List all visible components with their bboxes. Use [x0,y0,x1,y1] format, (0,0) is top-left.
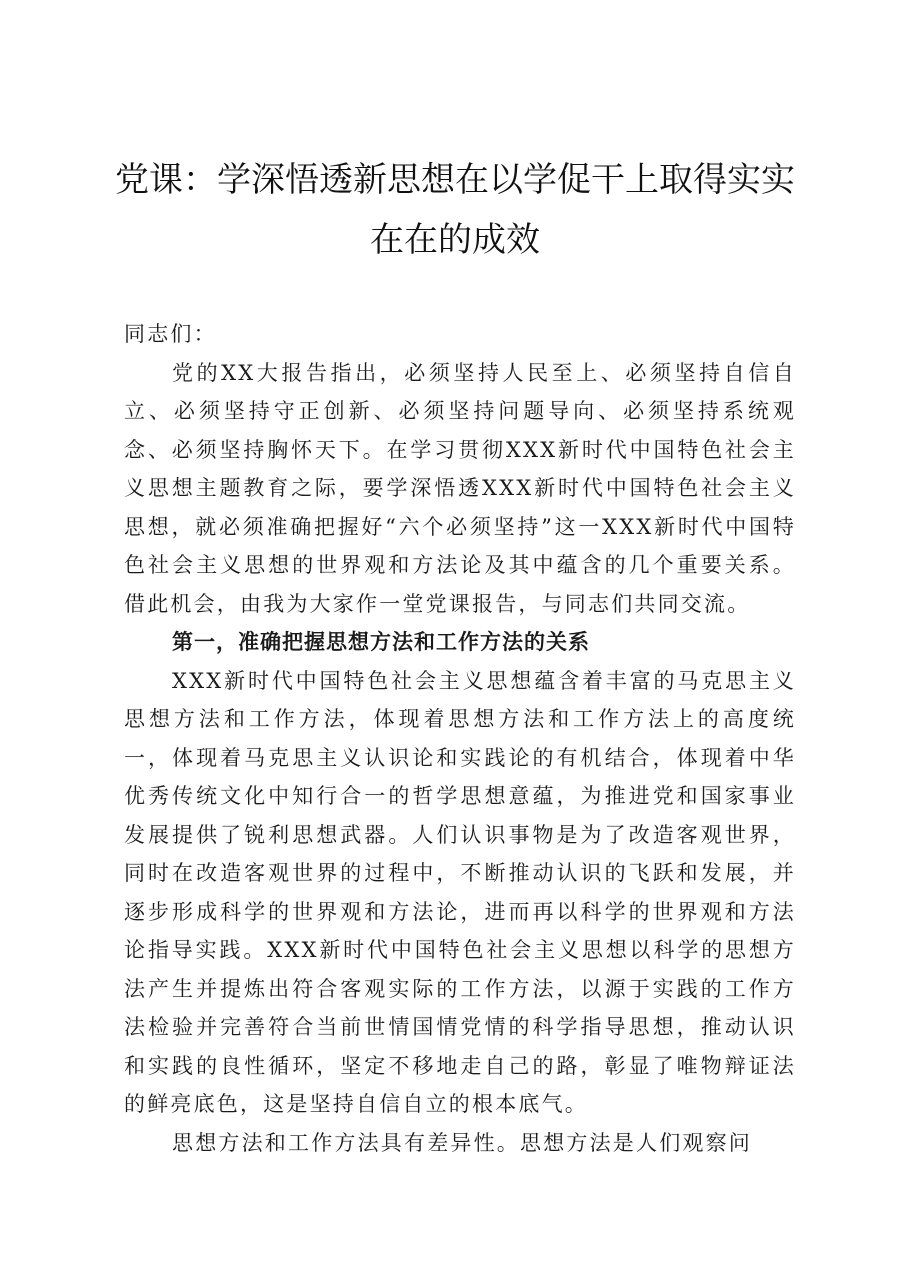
title-line-1: 党课：学深悟透新思想在以学促干上取得实实 [115,160,795,200]
section-heading-1: 第一，准确把握思想方法和工作方法的关系 [172,630,590,654]
title-line-2: 在在的成效 [370,220,540,260]
document-title [110,150,800,270]
paragraph-methods: XXX新时代中国特色社会主义思想蕴含着丰富的马克思主义思想方法和工作方法，体现着思想方法和工作方法上的高度统一，体现着马克思主义认识论和实践论的有机结合，体现着中华优秀传统文化中知行合一的哲学思想意蕴，为推进党和国家事业发展提供了锐利思想武器。人们认识事物是为了改造客观世界，同时在改造客观世界的过程中，不断推动认识的飞跃和发展，并逐步形成科学的世界观和方法论，进而再以科学的世界观和方法论指导实践。XXX新时代中国特色社会主义思想以科学的思想方法产生并提炼出符合客观实际的工作方法，以源于实践的工作方法检验并完善符合当前世情国情党情的科学指导思想，推动认识和实践的良性循环，坚定不移地走自己的路，彰显了唯物辩证法的鲜亮底色，这是坚持自信自立的根本底气。 [124,668,796,1116]
paragraph-intro: 党的XX大报告指出，必须坚持人民至上、必须坚持自信自立、必须坚持守正创新、必须坚持问题导向、必须坚持系统观念、必须坚持胸怀天下。在学习贯彻XXX新时代中国特色社会主义思想主题教育之际，要学深悟透XXX新时代中国特色社会主义思想，就必须准确把握好“六个必须坚持”这一XXX新时代中国特色社会主义思想的世界观和方法论及其中蕴含的几个重要关系。借此机会，由我为大家作一堂党课报告，与同志们共同交流。 [124,360,796,616]
document-body [124,315,796,1162]
paragraph-difference: 思想方法和工作方法具有差异性。思想方法是人们观察问 [172,1130,752,1155]
salutation: 同志们： [124,322,217,346]
